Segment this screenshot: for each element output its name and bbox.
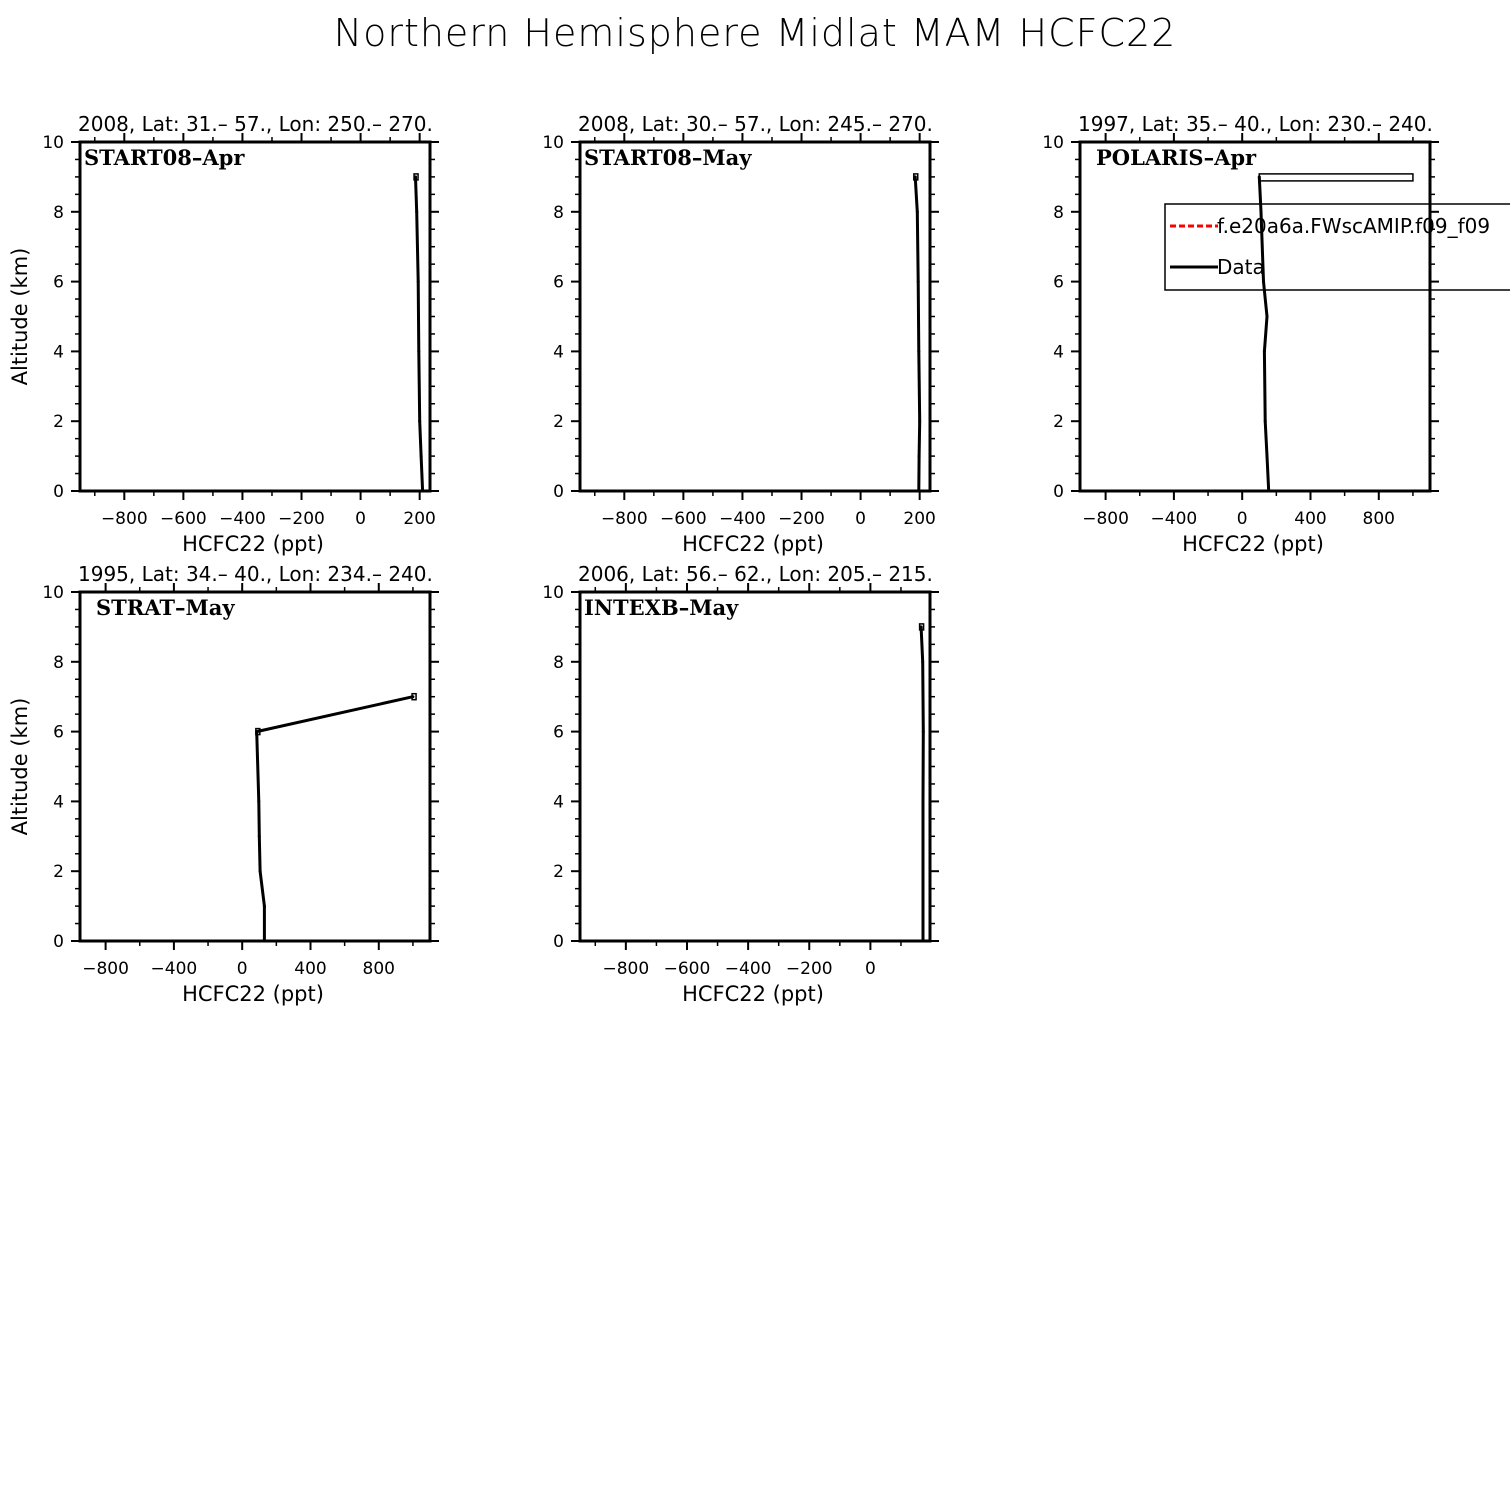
y-tick-label: 8 bbox=[1053, 202, 1064, 223]
panel-header: 2008, Lat: 30.– 57., Lon: 245.– 270. bbox=[578, 112, 933, 136]
panel-header: 2006, Lat: 56.– 62., Lon: 205.– 215. bbox=[578, 562, 933, 586]
data-point bbox=[1264, 420, 1267, 423]
y-tick-label: 0 bbox=[1053, 482, 1064, 502]
x-tick-label: −800 bbox=[600, 509, 648, 529]
data-point bbox=[257, 800, 260, 803]
data-point bbox=[263, 940, 266, 943]
x-tick-label: −200 bbox=[778, 509, 825, 529]
legend-label: Data bbox=[1217, 255, 1265, 279]
data-point bbox=[1265, 315, 1268, 318]
y-tick-label: 8 bbox=[53, 202, 64, 223]
x-tick-label: 0 bbox=[1236, 509, 1248, 529]
x-tick-label: −200 bbox=[278, 509, 325, 529]
x-tick-label: −400 bbox=[1150, 509, 1198, 529]
data-point bbox=[917, 350, 920, 353]
legend bbox=[1165, 204, 1510, 290]
x-tick-label: −400 bbox=[719, 509, 766, 529]
data-point bbox=[921, 660, 924, 663]
legend-label: f.e20a6a.FWscAMIP.f09_f09 bbox=[1217, 214, 1491, 238]
x-tick-label: −800 bbox=[1082, 509, 1129, 529]
figure-title: Northern Hemisphere Midlat MAM HCFC22 bbox=[333, 11, 1177, 55]
data-point bbox=[415, 210, 418, 213]
x-tick-label: 200 bbox=[903, 509, 936, 529]
x-tick-label: −800 bbox=[82, 959, 129, 979]
y-tick-label: 4 bbox=[53, 792, 64, 813]
y-axis-label: Altitude (km) bbox=[8, 697, 32, 836]
data-point bbox=[921, 940, 924, 943]
data-point bbox=[918, 455, 921, 458]
y-tick-label: 6 bbox=[53, 722, 64, 743]
x-tick-label: 200 bbox=[403, 509, 436, 529]
data-point bbox=[258, 835, 261, 838]
x-tick-label: −600 bbox=[663, 959, 711, 979]
y-tick-label: 4 bbox=[553, 792, 564, 813]
y-tick-label: 10 bbox=[42, 583, 64, 603]
panel-header: 1997, Lat: 35.– 40., Lon: 230.– 240. bbox=[1078, 112, 1433, 136]
y-tick-label: 10 bbox=[542, 583, 564, 603]
data-point bbox=[421, 490, 424, 493]
y-tick-label: 10 bbox=[542, 133, 564, 153]
data-point bbox=[917, 280, 920, 283]
campaign-label: INTEXB–May bbox=[584, 595, 739, 620]
y-tick-label: 6 bbox=[553, 722, 564, 743]
x-tick-label: 0 bbox=[355, 509, 367, 529]
y-tick-label: 4 bbox=[53, 342, 64, 363]
campaign-label: START08–May bbox=[584, 145, 752, 170]
y-tick-label: 4 bbox=[1053, 342, 1064, 363]
panel-header: 2008, Lat: 31.– 57., Lon: 250.– 270. bbox=[78, 112, 433, 136]
x-tick-label: 400 bbox=[1294, 509, 1327, 529]
data-point bbox=[918, 420, 921, 423]
y-tick-label: 8 bbox=[553, 652, 564, 673]
y-tick-label: 6 bbox=[553, 272, 564, 293]
x-tick-label: 800 bbox=[362, 959, 396, 979]
data-point bbox=[1267, 490, 1270, 493]
y-tick-label: 0 bbox=[53, 932, 64, 952]
x-tick-label: −800 bbox=[100, 509, 148, 529]
x-tick-label: 0 bbox=[864, 959, 876, 979]
data-point bbox=[420, 455, 423, 458]
y-tick-label: 6 bbox=[53, 272, 64, 293]
x-tick-label: −400 bbox=[219, 509, 266, 529]
x-tick-label: −600 bbox=[660, 509, 707, 529]
y-tick-label: 2 bbox=[53, 412, 64, 433]
y-axis-label: Altitude (km) bbox=[8, 247, 32, 386]
data-point bbox=[417, 280, 420, 283]
x-tick-label: −400 bbox=[150, 959, 198, 979]
y-tick-label: 2 bbox=[553, 862, 564, 883]
y-tick-label: 6 bbox=[1053, 272, 1064, 293]
data-point bbox=[921, 800, 924, 803]
x-tick-label: 400 bbox=[294, 959, 327, 979]
y-tick-label: 2 bbox=[53, 862, 64, 883]
campaign-label: POLARIS–Apr bbox=[1096, 145, 1257, 170]
x-axis-label: HCFC22 (ppt) bbox=[182, 532, 324, 556]
x-axis-label: HCFC22 (ppt) bbox=[682, 982, 824, 1006]
x-tick-label: −200 bbox=[785, 959, 833, 979]
y-tick-label: 0 bbox=[553, 932, 564, 952]
x-tick-label: 800 bbox=[1362, 509, 1396, 529]
y-tick-label: 0 bbox=[553, 482, 564, 502]
y-tick-label: 10 bbox=[1042, 133, 1064, 153]
y-tick-label: 2 bbox=[553, 412, 564, 433]
x-tick-label: −400 bbox=[724, 959, 772, 979]
data-point bbox=[921, 695, 924, 698]
x-tick-label: −600 bbox=[160, 509, 207, 529]
y-tick-label: 10 bbox=[42, 133, 64, 153]
x-tick-label: 0 bbox=[855, 509, 867, 529]
data-point bbox=[418, 420, 421, 423]
x-axis-label: HCFC22 (ppt) bbox=[182, 982, 324, 1006]
data-point bbox=[922, 730, 925, 733]
y-tick-label: 4 bbox=[553, 342, 564, 363]
data-point bbox=[916, 210, 919, 213]
data-point bbox=[259, 870, 262, 873]
x-axis-label: HCFC22 (ppt) bbox=[1182, 532, 1324, 556]
campaign-label: STRAT–May bbox=[96, 595, 235, 620]
campaign-label: START08–Apr bbox=[84, 145, 245, 170]
x-tick-label: 0 bbox=[236, 959, 248, 979]
y-tick-label: 8 bbox=[553, 202, 564, 223]
x-tick-label: −800 bbox=[602, 959, 650, 979]
y-tick-label: 0 bbox=[53, 482, 64, 502]
data-point bbox=[921, 870, 924, 873]
x-axis-label: HCFC22 (ppt) bbox=[682, 532, 824, 556]
data-point bbox=[917, 490, 920, 493]
y-tick-label: 2 bbox=[1053, 412, 1064, 433]
data-point bbox=[1263, 350, 1266, 353]
data-point bbox=[1265, 455, 1268, 458]
y-tick-label: 8 bbox=[53, 652, 64, 673]
data-point bbox=[263, 905, 266, 908]
data-point bbox=[417, 350, 420, 353]
panel-header: 1995, Lat: 34.– 40., Lon: 234.– 240. bbox=[78, 562, 433, 586]
